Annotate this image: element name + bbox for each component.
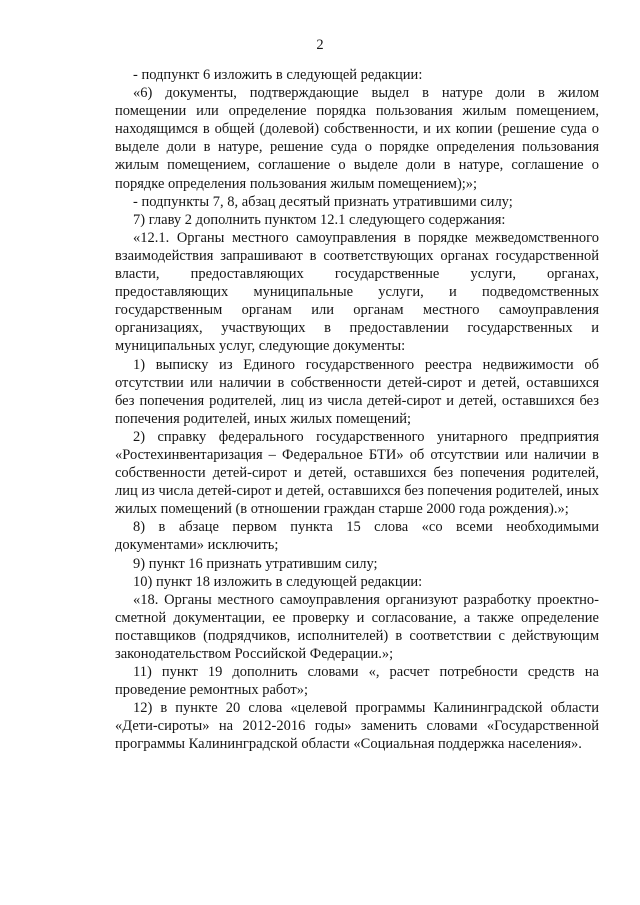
paragraph-subpoint-6-text: «6) документы, подтверждающие выдел в натуре доли в жилом помещении или определение порядка пользования жилым помещением, находящимся в общей (долевой) собственности, и их копии (решение суда о выделе доли в натуре, решение суда о порядке определения пользования жилым помещением, соглашение о выделе доли в натуре, соглашение о порядке определения пользования жилым помещением);»; <box>115 85 599 192</box>
paragraph-item-8: 8) в абзаце первом пункта 15 слова «со всеми необходимыми документами» исключить; <box>115 519 599 554</box>
paragraph-item-10: 10) пункт 18 изложить в следующей редакции: <box>133 573 423 590</box>
paragraph-subpoint-6-heading: - подпункт 6 изложить в следующей редакции: <box>133 67 423 83</box>
paragraph-clause-12-1-item-1: 1) выписку из Единого государственного реестра недвижимости об отсутствии или наличии в собственности детей-сирот и детей, оставшихся без попечения родителей, лиц из числа детей-сирот и детей, оставшихся без попечения родителей, иных жилых помещений; <box>115 356 599 427</box>
paragraph-item-7: 7) главу 2 дополнить пунктом 12.1 следующего содержания: <box>133 211 506 228</box>
paragraph-clause-18: «18. Органы местного самоуправления организуют разработку проектно-сметной документации, ее проверку и согласование, а также определение поставщиков (подрядчиков, исполнителей) в соответствии с действующим законодательством Российской Федерации.»; <box>115 591 599 662</box>
paragraph-item-11: 11) пункт 19 дополнить словами «, расчет потребности средств на проведение ремонтных работ»; <box>115 664 599 699</box>
paragraph-clause-12-1: «12.1. Органы местного самоуправления в порядке межведомственного взаимодействия запрашивают в соответствующих органах государственной власти, предоставляющих государственные услуги, органах, предоставляющих муниципальные услуги, и подведомственных государственным органам или органам местного самоуправления организациях, участвующих в предоставлении государственных и муниципальных услуг, следующие документы: <box>115 229 599 355</box>
paragraph-item-12: 12) в пункте 20 слова «целевой программы Калининградской области «Дети-сироты» на 2012-2016 годы» заменить словами «Государственной программы Калининградской области «Социальная поддержка населения». <box>115 700 599 753</box>
document-body <box>115 66 599 754</box>
paragraph-subpoints-7-8-repeal: - подпункты 7, 8, абзац десятый признать утратившими силу; <box>133 193 513 210</box>
paragraph-clause-12-1-item-2: 2) справку федерального государственного унитарного предприятия «Ростехинвентаризация – Федеральное БТИ» об отсутствии или наличии в собственности детей-сирот и детей, оставшихся без попечения родителей, лиц из числа детей-сирот и детей, оставшихся без попечения родителей, иных жилых помещений (в отношении граждан старше 2000 года рождения).»; <box>115 428 599 518</box>
page-number: 2 <box>316 37 324 53</box>
paragraph-item-9: 9) пункт 16 признать утратившим силу; <box>133 555 378 572</box>
